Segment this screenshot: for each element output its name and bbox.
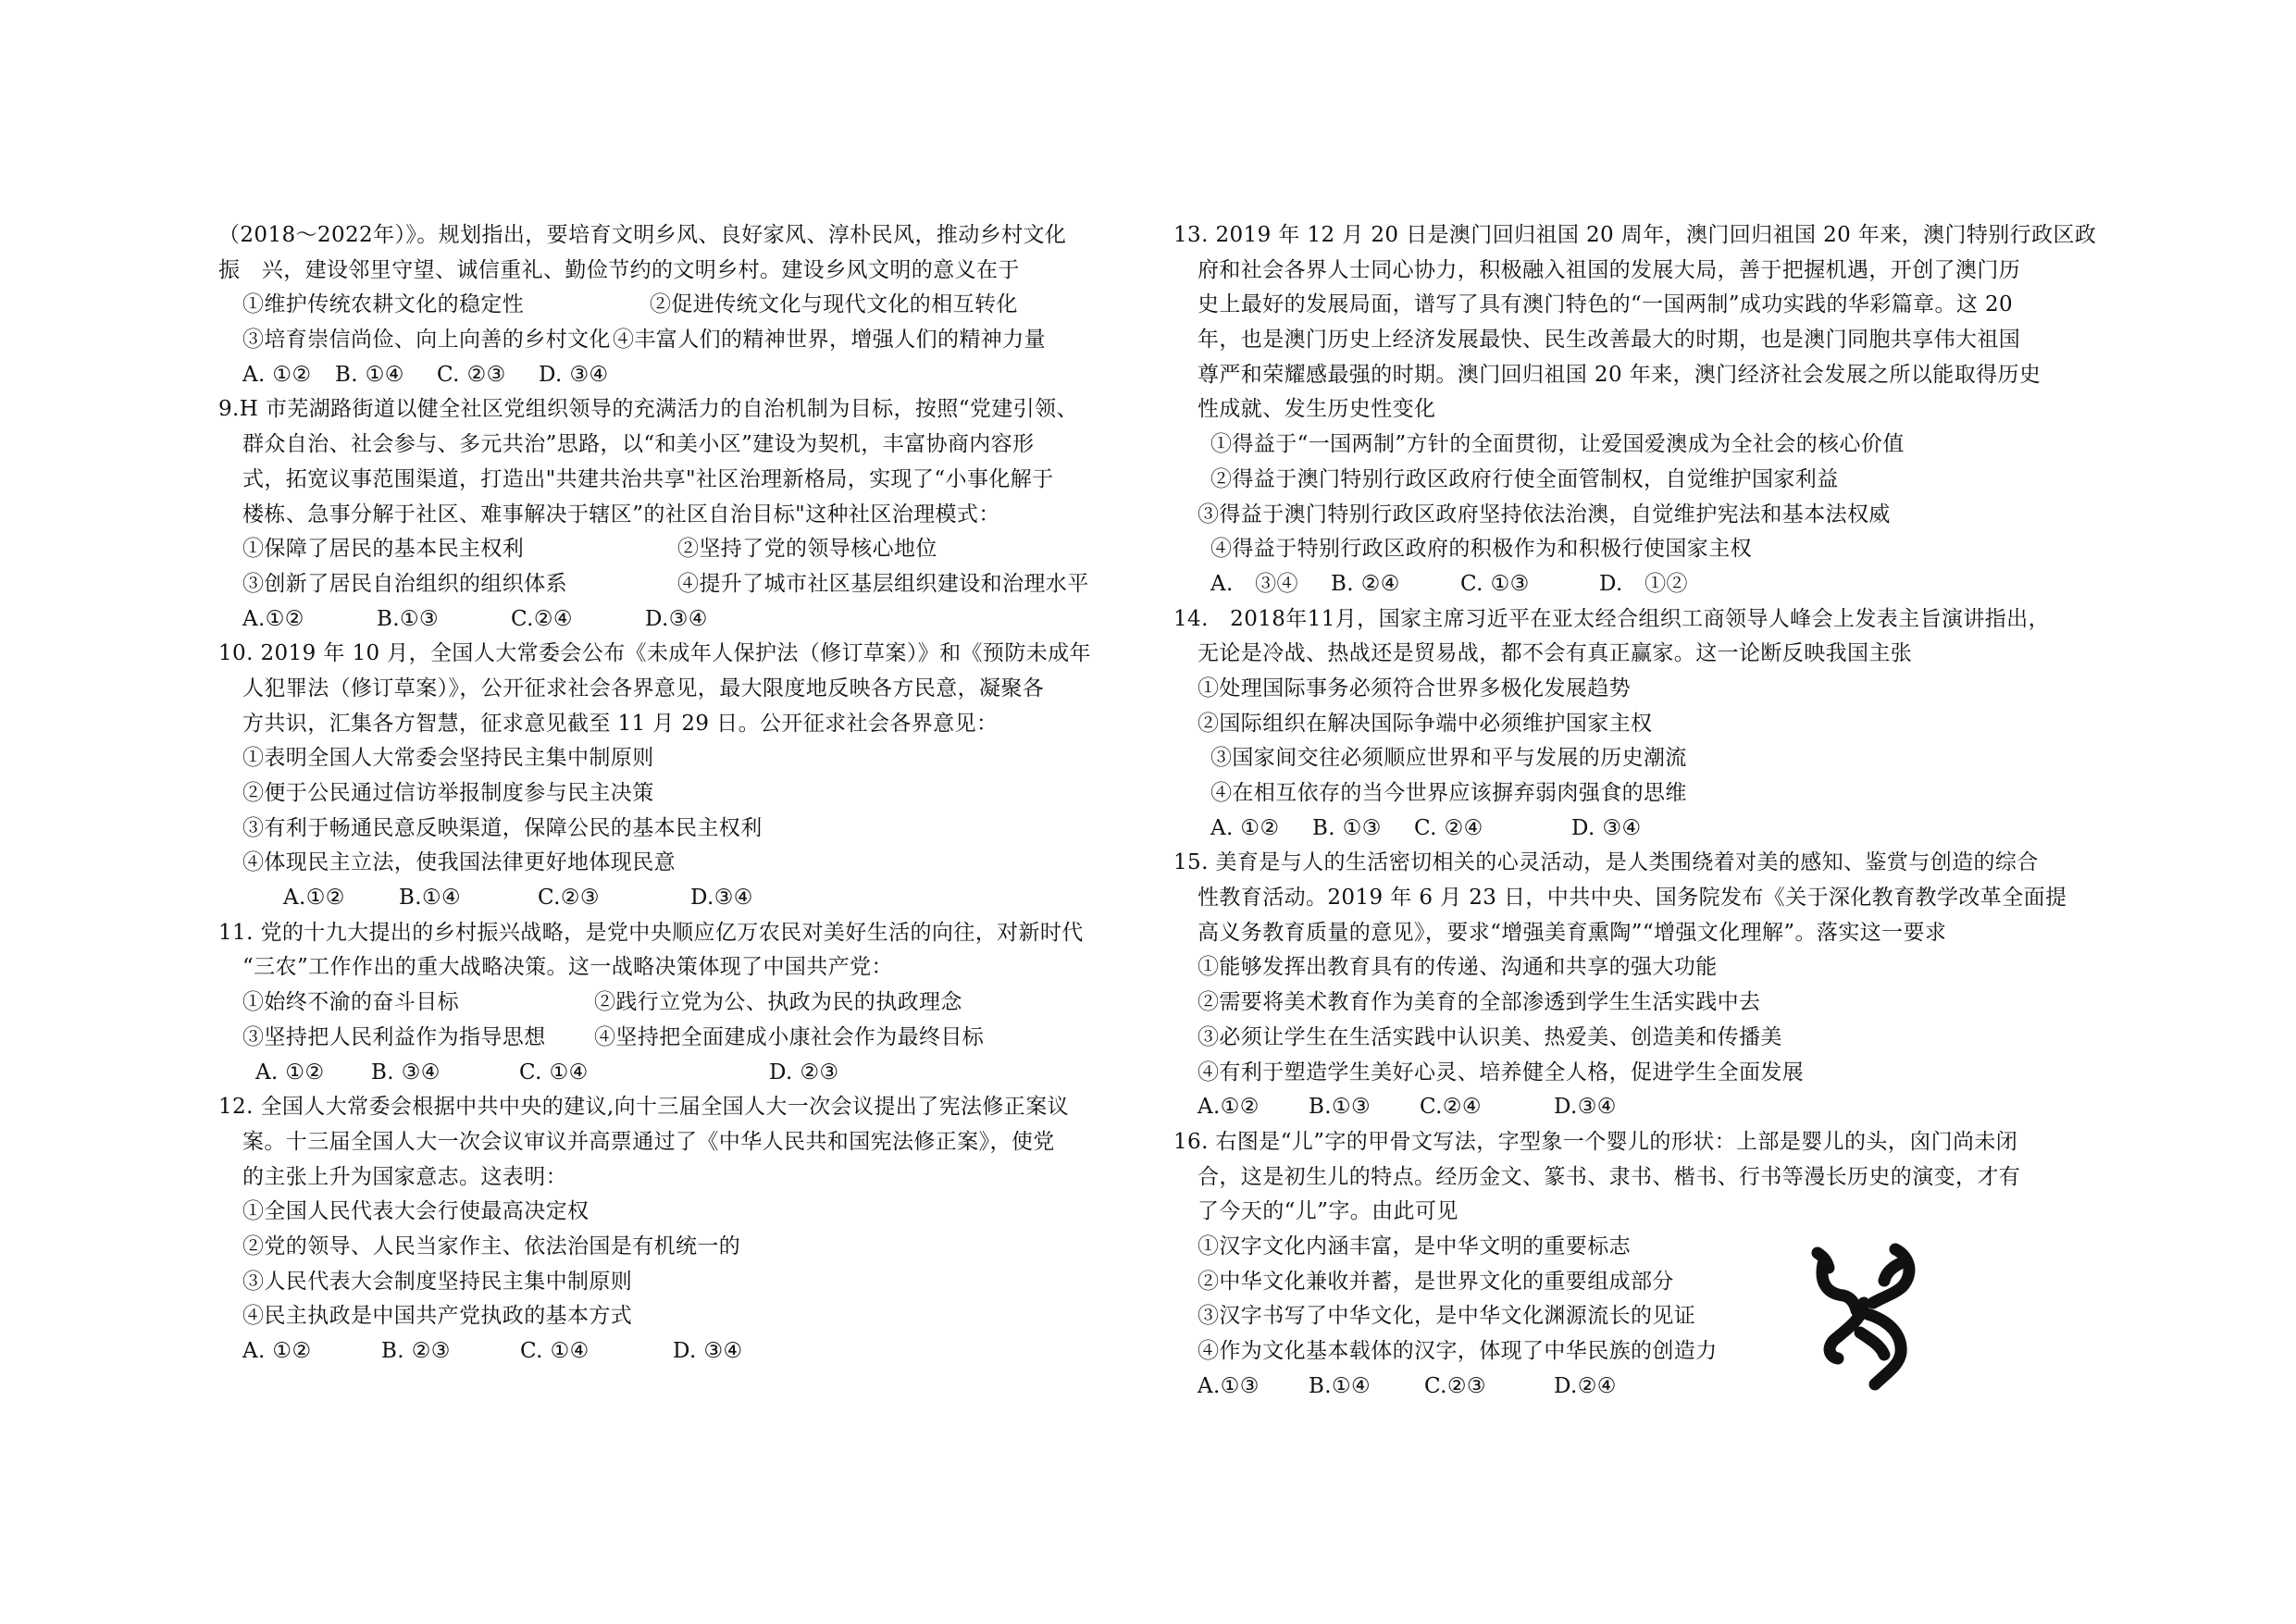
question-13: [1173, 218, 2099, 602]
answer-choice: C. ①④: [520, 1339, 590, 1363]
question-text: 案。十三届全国人大一次会议审议并高票通过了《中华人民共和国宪法修正案》，使党: [242, 1129, 1055, 1154]
question-text: 性教育活动。2019 年 6 月 23 日，中共中央、国务院发布《关于深化教育教学改革全面提: [1198, 886, 2067, 911]
answer-row: [218, 358, 1144, 393]
answer-row: [218, 1056, 1144, 1091]
question-text: 15. 美育是与人的生活密切相关的心灵活动，是人类围绕着对美的感知、鉴赏与创造的综合: [1173, 850, 2039, 875]
option-row: [218, 323, 1144, 358]
option-row: [218, 567, 1144, 602]
answer-choice: B. ③④: [371, 1060, 441, 1085]
option: ②促进传统文化与现代文化的相互转化: [650, 292, 1018, 317]
question-text: 16. 右图是“儿”字的甲骨文写法，字型象一个婴儿的形状：上部是婴儿的头，囟门尚未闭: [1173, 1129, 2018, 1154]
answer-choice: D. ②③: [769, 1060, 839, 1085]
answer-choice: D.②④: [1554, 1373, 1617, 1398]
option: ④有利于塑造学生美好心灵、培养健全人格，促进学生全面发展: [1198, 1060, 1805, 1085]
question-text: 府和社会各界人士同心协力，积极融入祖国的发展大局，善于把握机遇，开创了澳门历: [1198, 257, 2021, 282]
option: ④丰富人们的精神世界，增强人们的精神力量: [613, 328, 1046, 353]
option: ④体现民主立法，使我国法律更好地体现民意: [242, 850, 676, 875]
right-column: [1173, 218, 2099, 1404]
answer-choice: C. ①④: [519, 1060, 589, 1085]
question-9: [218, 392, 1144, 637]
answer-choice: B.①④: [1309, 1373, 1371, 1398]
question-text: 史上最好的发展局面，谱写了具有澳门特色的“一国两制”成功实践的华彩篇章。这 20: [1198, 292, 2014, 317]
option: ①得益于“一国两制”方针的全面贯彻，让爱国爱澳成为全社会的核心价值: [1210, 432, 1905, 457]
answer-choice: C. ①③: [1460, 571, 1530, 596]
question-text: 楼栋、急事分解于社区、难事解决于辖区”的社区自治目标"这种社区治理模式：: [242, 502, 1000, 527]
option: ①全国人民代表大会行使最高决定权: [242, 1199, 590, 1224]
answer-choice: C.②③: [538, 886, 600, 911]
question-14: [1173, 602, 2099, 847]
answer-choice: D. ③④: [539, 362, 609, 387]
option: ②需要将美术教育作为美育的全部渗透到学生生活实践中去: [1198, 990, 1761, 1015]
question-text: 了今天的“儿”字。由此可见: [1198, 1199, 1458, 1224]
question-15: [1173, 846, 2099, 1125]
option-row: [218, 288, 1144, 323]
answer-choice: D.③④: [1554, 1095, 1617, 1120]
answer-choice: C. ②④: [1414, 815, 1483, 840]
question-text: 振 兴，建设邻里守望、诚信重礼、勤俭节约的文明乡村。建设乡风文明的意义在于: [218, 257, 1020, 282]
option: ①处理国际事务必须符合世界多极化发展趋势: [1198, 676, 1631, 700]
option: ②坚持了党的领导核心地位: [677, 537, 937, 562]
question-text: 式，拓宽议事范围渠道，打造出"共建共治共享"社区治理新格局，实现了“小事化解于: [242, 466, 1054, 491]
option: ③创新了居民自治组织的组织体系: [242, 571, 567, 596]
answer-row: [218, 1334, 1144, 1370]
answer-choice: D.③④: [645, 606, 708, 631]
question-text: 13. 2019 年 12 月 20 日是澳门回归祖国 20 周年，澳门回归祖国 20 年来，澳门特别行政区政: [1173, 223, 2097, 247]
answer-choice: A.①②: [1198, 1095, 1260, 1120]
option-row: [218, 532, 1144, 567]
option-row: [218, 1021, 1144, 1056]
question-text: 无论是冷战、热战还是贸易战，都不会有真正赢家。这一论断反映我国主张: [1198, 641, 1913, 666]
option: ①保障了居民的基本民主权利: [242, 537, 525, 562]
question-text: 性成就、发生历史性变化: [1198, 397, 1436, 422]
option-row: [218, 986, 1144, 1021]
option: ③汉字书写了中华文化，是中华文化渊源流长的见证: [1198, 1304, 1696, 1329]
option: ③培育崇信尚俭、向上向善的乡村文化: [242, 328, 611, 353]
question-11: [218, 916, 1144, 1090]
answer-choice: C.②③: [1424, 1373, 1486, 1398]
glyph-stroke: [1860, 1333, 1884, 1355]
answer-choice: D. ③④: [1571, 815, 1642, 840]
question-text: 的主张上升为国家意志。这表明：: [242, 1164, 567, 1189]
answer-choice: A. ①②: [255, 1060, 325, 1085]
left-column: [218, 218, 1144, 1370]
question-text: 合，这是初生儿的特点。经历金文、篆书、隶书、楷书、行书等漫长历史的演变，才有: [1198, 1164, 2021, 1189]
oracle-bone-er-character-image: [1806, 1236, 1936, 1394]
answer-choice: C. ②③: [437, 362, 506, 387]
question-text: 高义务教育质量的意见》，要求“增强美育熏陶”“增强文化理解”。落实这一要求: [1198, 920, 1947, 945]
question-text: 方共识，汇集各方智慧，征求意见截至 11 月 29 日。公开征求社会各界意见：: [242, 711, 999, 736]
option: ③人民代表大会制度坚持民主集中制原则: [242, 1269, 633, 1294]
option: ①能够发挥出教育具有的传递、沟通和共享的强大功能: [1198, 955, 1718, 980]
answer-choice: B. ①③: [1312, 815, 1382, 840]
question-text: 10. 2019 年 10 月，全国人大常委会公布《未成年人保护法（修订草案）》和《预防未成年: [218, 641, 1091, 666]
question-text: 人犯罪法（修订草案）》，公开征求社会各界意见，最大限度地反映各方民意，凝聚各: [242, 676, 1045, 700]
answer-row: [218, 602, 1144, 638]
question-text: 12. 全国人大常委会根据中共中央的建议,向十三届全国人大一次会议提出了宪法修正案议: [218, 1095, 1069, 1120]
option: ③坚持把人民利益作为指导思想: [242, 1024, 546, 1049]
question-text: “三农”工作作出的重大战略决策。这一战略决策体现了中国共产党：: [242, 955, 893, 980]
answer-choice: D. ③④: [673, 1339, 743, 1363]
answer-choice: B.①③: [1309, 1095, 1371, 1120]
answer-choice: B.①④: [399, 886, 462, 911]
answer-choice: D.③④: [690, 886, 753, 911]
option: ③有利于畅通民意反映渠道，保障公民的基本民主权利: [242, 815, 763, 840]
answer-choice: A.①②: [283, 886, 345, 911]
answer-choice: A. ①②: [1210, 815, 1280, 840]
answer-row: [1173, 567, 2099, 602]
option: ③得益于澳门特别行政区政府坚持依法治澳，自觉维护宪法和基本法权威: [1198, 502, 1891, 527]
option: ④提升了城市社区基层组织建设和治理水平: [677, 571, 1089, 596]
option: ④民主执政是中国共产党执政的基本方式: [242, 1304, 633, 1329]
glyph-stroke: [1884, 1264, 1899, 1281]
option: ④得益于特别行政区政府的积极作为和积极行使国家主权: [1210, 537, 1752, 562]
answer-choice: B. ①④: [335, 362, 404, 387]
answer-choice: A.①③: [1198, 1373, 1260, 1398]
option: ③国家间交往必须顺应世界和平与发展的历史潮流: [1210, 746, 1687, 771]
question-8: [218, 218, 1144, 392]
answer-choice: C.②④: [511, 606, 573, 631]
question-text: 14. 2018年11月，国家主席习近平在亚太经合组织工商领导人峰会上发表主旨演讲指出，: [1173, 606, 2050, 631]
question-12: [218, 1090, 1144, 1370]
question-text: （2018～2022年）》。规划指出，要培育文明乡风、良好家风、淳朴民风，推动乡村文化: [218, 223, 1067, 247]
answer-choice: C.②④: [1420, 1095, 1482, 1120]
answer-row: [1173, 812, 2099, 847]
option: ①始终不渝的奋斗目标: [242, 990, 459, 1015]
answer-row: [1173, 1090, 2099, 1125]
answer-choice: A.①②: [242, 606, 304, 631]
option: ①汉字文化内涵丰富，是中华文明的重要标志: [1198, 1233, 1631, 1258]
answer-choice: A. ①②: [242, 1339, 312, 1363]
question-text: 群众自治、社会参与、多元共治”思路，以“和美小区”建设为契机，丰富协商内容形: [242, 432, 1035, 457]
answer-choice: B. ②④: [1331, 571, 1400, 596]
answer-row: [1173, 1370, 2099, 1405]
answer-row: [218, 881, 1144, 916]
question-10: [218, 637, 1144, 916]
option: ②得益于澳门特别行政区政府行使全面管制权，自觉维护国家利益: [1210, 466, 1839, 491]
option: ①维护传统农耕文化的稳定性: [242, 292, 525, 317]
option: ④作为文化基本载体的汉字，体现了中华民族的创造力: [1198, 1339, 1718, 1363]
option: ②践行立党为公、执政为民的执政理念: [594, 990, 962, 1015]
option: ②便于公民通过信访举报制度参与民主决策: [242, 781, 654, 805]
answer-choice: B. ②③: [381, 1339, 451, 1363]
option: ③必须让学生在生活实践中认识美、热爱美、创造美和传播美: [1198, 1024, 1782, 1049]
option: ①表明全国人大常委会坚持民主集中制原则: [242, 746, 654, 771]
option: ②国际组织在解决国际争端中必须维护国家主权: [1198, 711, 1653, 736]
question-text: 尊严和荣耀感最强的时期。澳门回归祖国 20 年来，澳门经济社会发展之所以能取得历史: [1198, 362, 2042, 387]
question-16: [1173, 1125, 2099, 1405]
option: ④在相互依存的当今世界应该摒弃弱肉强食的思维: [1210, 781, 1687, 805]
option: ②党的领导、人民当家作主、依法治国是有机统一的: [242, 1233, 741, 1258]
answer-choice: B.①③: [377, 606, 440, 631]
question-text: 11. 党的十九大提出的乡村振兴战略，是党中央顺应亿万农民对美好生活的向往，对新时代: [218, 920, 1084, 945]
question-text: 9.H 市芜湖路街道以健全社区党组织领导的充满活力的自治机制为目标，按照“党建引领、: [218, 397, 1078, 422]
answer-choice: A. ①②: [242, 362, 312, 387]
option: ②中华文化兼收并蓄，是世界文化的重要组成部分: [1198, 1269, 1674, 1294]
option: ④坚持把全面建成小康社会作为最终目标: [594, 1024, 985, 1049]
question-text: 年，也是澳门历史上经济发展最快、民生改善最大的时期，也是澳门同胞共享伟大祖国: [1198, 328, 2021, 353]
answer-choice: D. ①②: [1599, 571, 1688, 596]
answer-choice: A. ③④: [1210, 571, 1298, 596]
